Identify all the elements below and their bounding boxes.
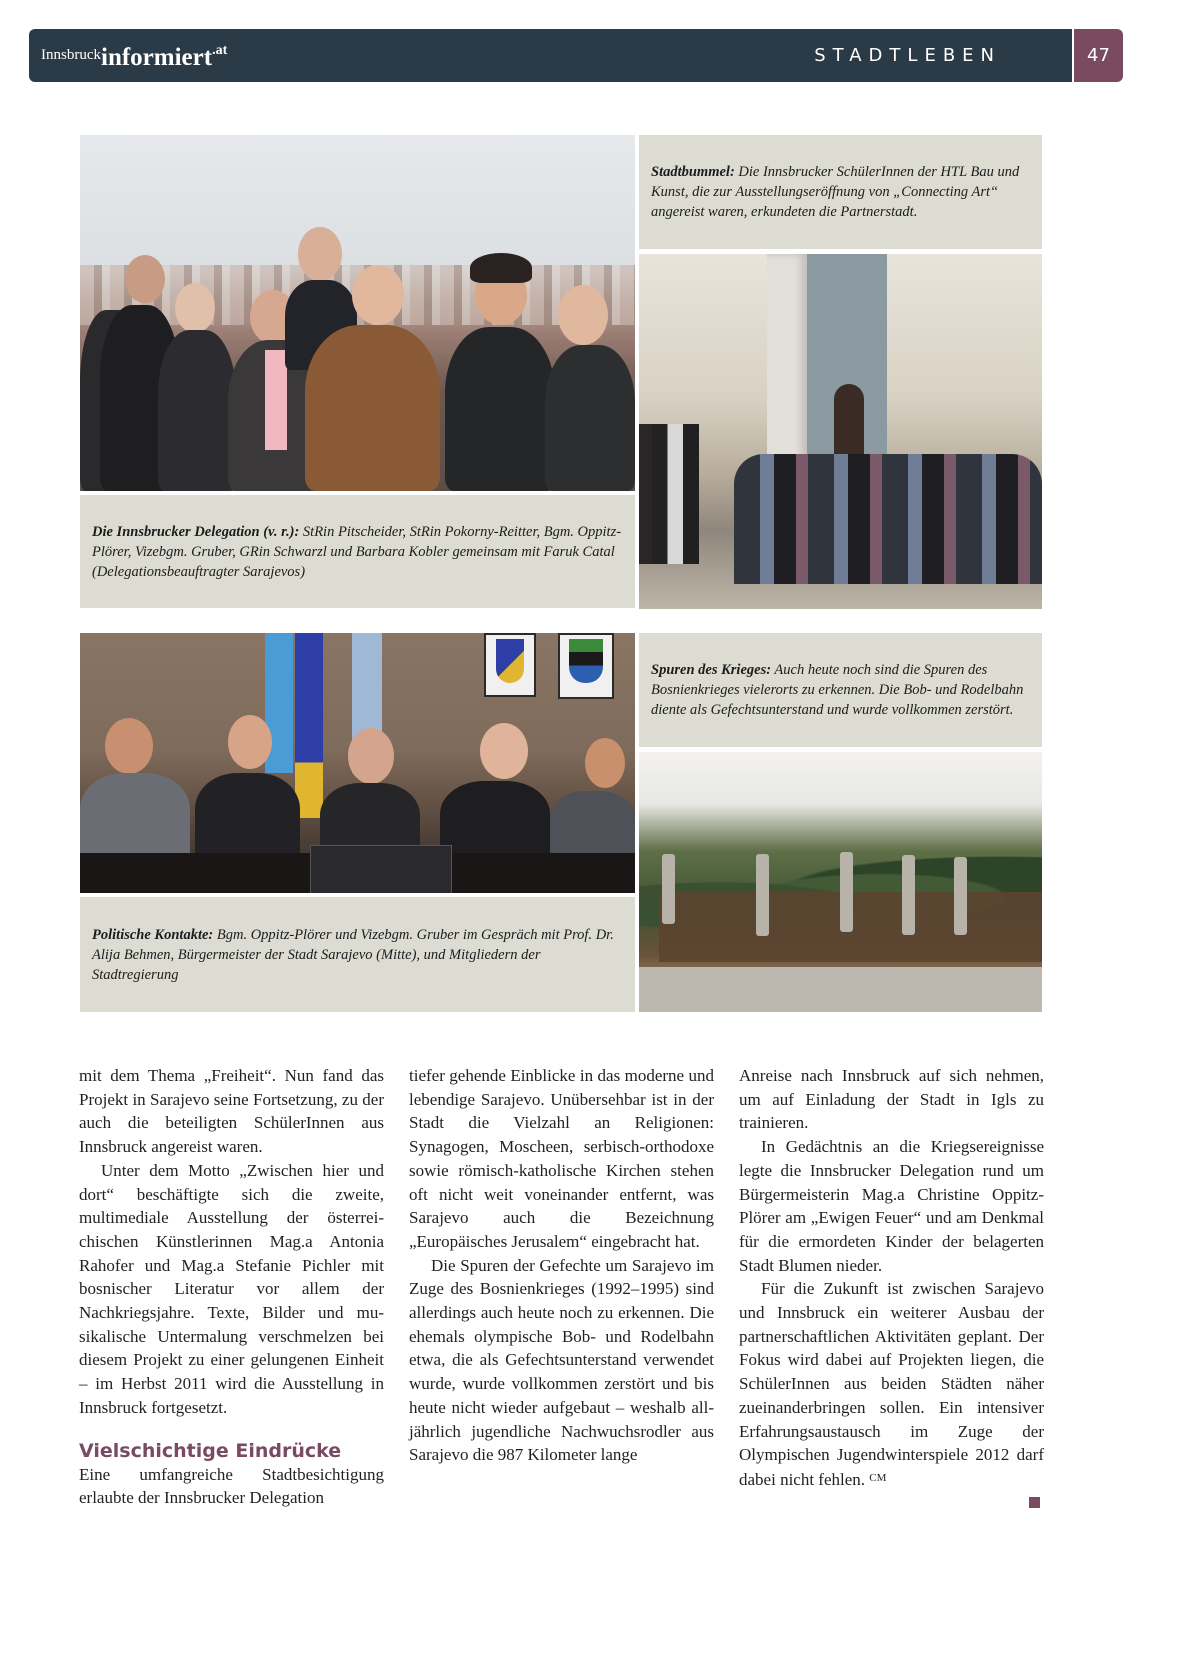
track-post <box>756 854 769 936</box>
caption-lead: Die Innsbrucker Delegation (v. r.): <box>92 523 300 540</box>
brand-main: informiert <box>101 44 213 71</box>
paragraph: In Gedächtnis an die Kriegsereignisse legte die Innsbrucker Delegation rund um Bürgermeisterin Mag.a Christine Oppitz-Plörer am „Ewigen Feuer“ und am Denkmal für die ermordeten Kinder der belagerten Stadt Blumen nieder. <box>739 1137 1044 1275</box>
paragraph: Unter dem Motto „Zwischen hier und dort“ beschäftigte sich die zweite, multimediale Ausstellung der österreichischen Künstlerinnen Mag.a Antonia Rahofer und Mag.a Stefanie Pichler mit bosnischer Literatur vor allem der Nachkriegsjahre. Texte, Bilder und musikalische Untermalung verschmelzen bei diesem Projekt zu einer gelungenen Einheit – im Herbst 2011 wird die Ausstellung in Innsbruck fortgesetzt. <box>79 1160 384 1417</box>
brand-logo <box>41 43 227 72</box>
column <box>767 254 807 484</box>
group-seated <box>734 454 1042 584</box>
person-figure <box>305 325 440 491</box>
track-post <box>840 852 853 932</box>
person-figure <box>445 327 555 491</box>
caption-lead: Politische Kontakte: <box>92 926 214 943</box>
caption-text: StRin Pitscheider, StRin Pokorny-Reitter, Bgm. Oppitz-Plörer, Vizebgm. Gruber, GRin Schwarzl und Barbara Kobler gemeinsam mit Faruk Catal (Delegationsbeauftragter Sarajevos) <box>92 523 622 580</box>
person-head <box>125 255 165 303</box>
photo-delegation <box>80 135 635 491</box>
article-column-1 <box>79 1064 384 1510</box>
flag-bosnia <box>295 633 323 818</box>
track-post <box>662 854 675 924</box>
hair <box>470 253 532 283</box>
person-head <box>228 715 272 769</box>
coat-of-arms-sarajevo <box>558 633 614 699</box>
doorway <box>834 384 864 464</box>
person-figure <box>545 345 635 491</box>
subheading: Vielschichtige Eindrücke <box>79 1439 342 1462</box>
end-of-article-marker <box>1029 1497 1040 1508</box>
caption-lead: Spuren des Krieges: <box>651 662 772 678</box>
monitor <box>310 845 452 893</box>
person-figure <box>158 330 236 491</box>
caption-politik <box>80 897 635 1012</box>
caption-stadtbummel <box>639 135 1042 249</box>
person-figure <box>440 781 550 863</box>
person-head <box>175 283 215 333</box>
article-column-2 <box>409 1064 714 1467</box>
caption-text: Die Innsbrucker SchülerInnen der HTL Bau und Kunst, die zur Ausstellungseröffnung von „Connecting Art“ angereist waren, erkundeten die Partnerstadt. <box>651 164 1020 220</box>
photo-stadtbummel <box>639 254 1042 609</box>
person-head <box>105 718 153 774</box>
person-figure <box>195 773 300 863</box>
page-header <box>29 29 1110 82</box>
photo-bobsleigh-track <box>639 752 1042 1012</box>
paragraph: tiefer gehende Einblicke in das moderne und lebendige Sarajevo. Unübersehbar ist in der Stadt die Vielzahl an Religionen: Synagogen, Moscheen, serbisch-orthodoxe sowie römisch-katholische Kirchen stehen oft nicht weit voneinander entfernt, was Sarajevo auch die Bezeichnung „Europäisches Jerusalem“ eingebracht hat. <box>409 1066 714 1251</box>
author-signature: CM <box>869 1471 887 1484</box>
paragraph-text: Für die Zukunft ist zwischen Sarajevo und Innsbruck ein weiterer Ausbau der partnerschaftlichen Aktivitäten geplant. Der Fokus wird dabei auf Projekten liegen, die SchülerInnen aus beiden Städten näher zueinanderbringen sollen. Ein intensiver Erfahrungsaustausch im Zuge der Olympischen Jugendwinterspiele 2012 darf dabei nicht fehlen. <box>739 1279 1044 1489</box>
scarf <box>265 350 287 450</box>
person-figure <box>80 773 190 863</box>
brand-suffix: .at <box>212 43 228 58</box>
paragraph: mit dem Thema „Freiheit“. Nun fand das Projekt in Sarajevo seine Fortsetzung, zu der auch die beteiligten SchülerInnen aus Innsbruck angereist waren. <box>79 1066 384 1157</box>
caption-text: Auch heute noch sind die Spuren des Bosnienkrieges vielerorts zu erkennen. Die Bob- und Rodelbahn diente als Gefechtsunterstand und wurde vollkommen zerstört. <box>651 662 1024 718</box>
person-head <box>348 728 394 784</box>
paragraph: Anreise nach Innsbruck auf sich nehmen, um auf Einladung der Stadt in Igls zu trainieren. <box>739 1066 1044 1133</box>
caption-delegation <box>80 495 635 608</box>
track-post <box>954 857 967 935</box>
section-label: STADTLEBEN <box>814 45 1001 66</box>
person-head <box>298 227 342 281</box>
person-head <box>352 265 404 325</box>
road <box>639 967 1042 1012</box>
caption-lead: Stadtbummel: <box>651 164 735 180</box>
caption-krieg <box>639 633 1042 747</box>
photo-meeting <box>80 633 635 893</box>
caption-text: Bgm. Oppitz-Plörer und Vizebgm. Gruber im Gespräch mit Prof. Dr. Alija Behmen, Bürgermeister der Stadt Sarajevo (Mitte), und Mitgliedern der Stadtregierung <box>92 926 614 983</box>
paragraph-final <box>739 1277 1044 1491</box>
coat-of-arms-bosnia <box>484 633 536 697</box>
person-head <box>480 723 528 779</box>
person-head <box>558 285 608 345</box>
paragraph: Eine umfangreiche Stadtbesichtigung erlaubte der Innsbrucker Delegation <box>79 1464 384 1508</box>
article-column-3 <box>739 1064 1044 1492</box>
page-number: 47 <box>1072 29 1123 82</box>
track-post <box>902 855 915 935</box>
paragraph: Die Spuren der Gefechte um Sarajevo im Zuge des Bosnienkrieges (1992–1995) sind allerdings auch heute noch zu erkennen. Die ehemals olympische Bob- und Rodelbahn etwa, die als Gefechtsunterstand verwendet wurde, wurde vollkommen zerstört und bis heute nicht wieder aufgebaut – weshalb alljährlich jugendliche Nachwuchsrodler aus Sarajevo die 987 Kilometer lange <box>409 1255 714 1465</box>
person-head <box>585 738 625 788</box>
brand-prefix: Innsbruck <box>41 47 101 63</box>
